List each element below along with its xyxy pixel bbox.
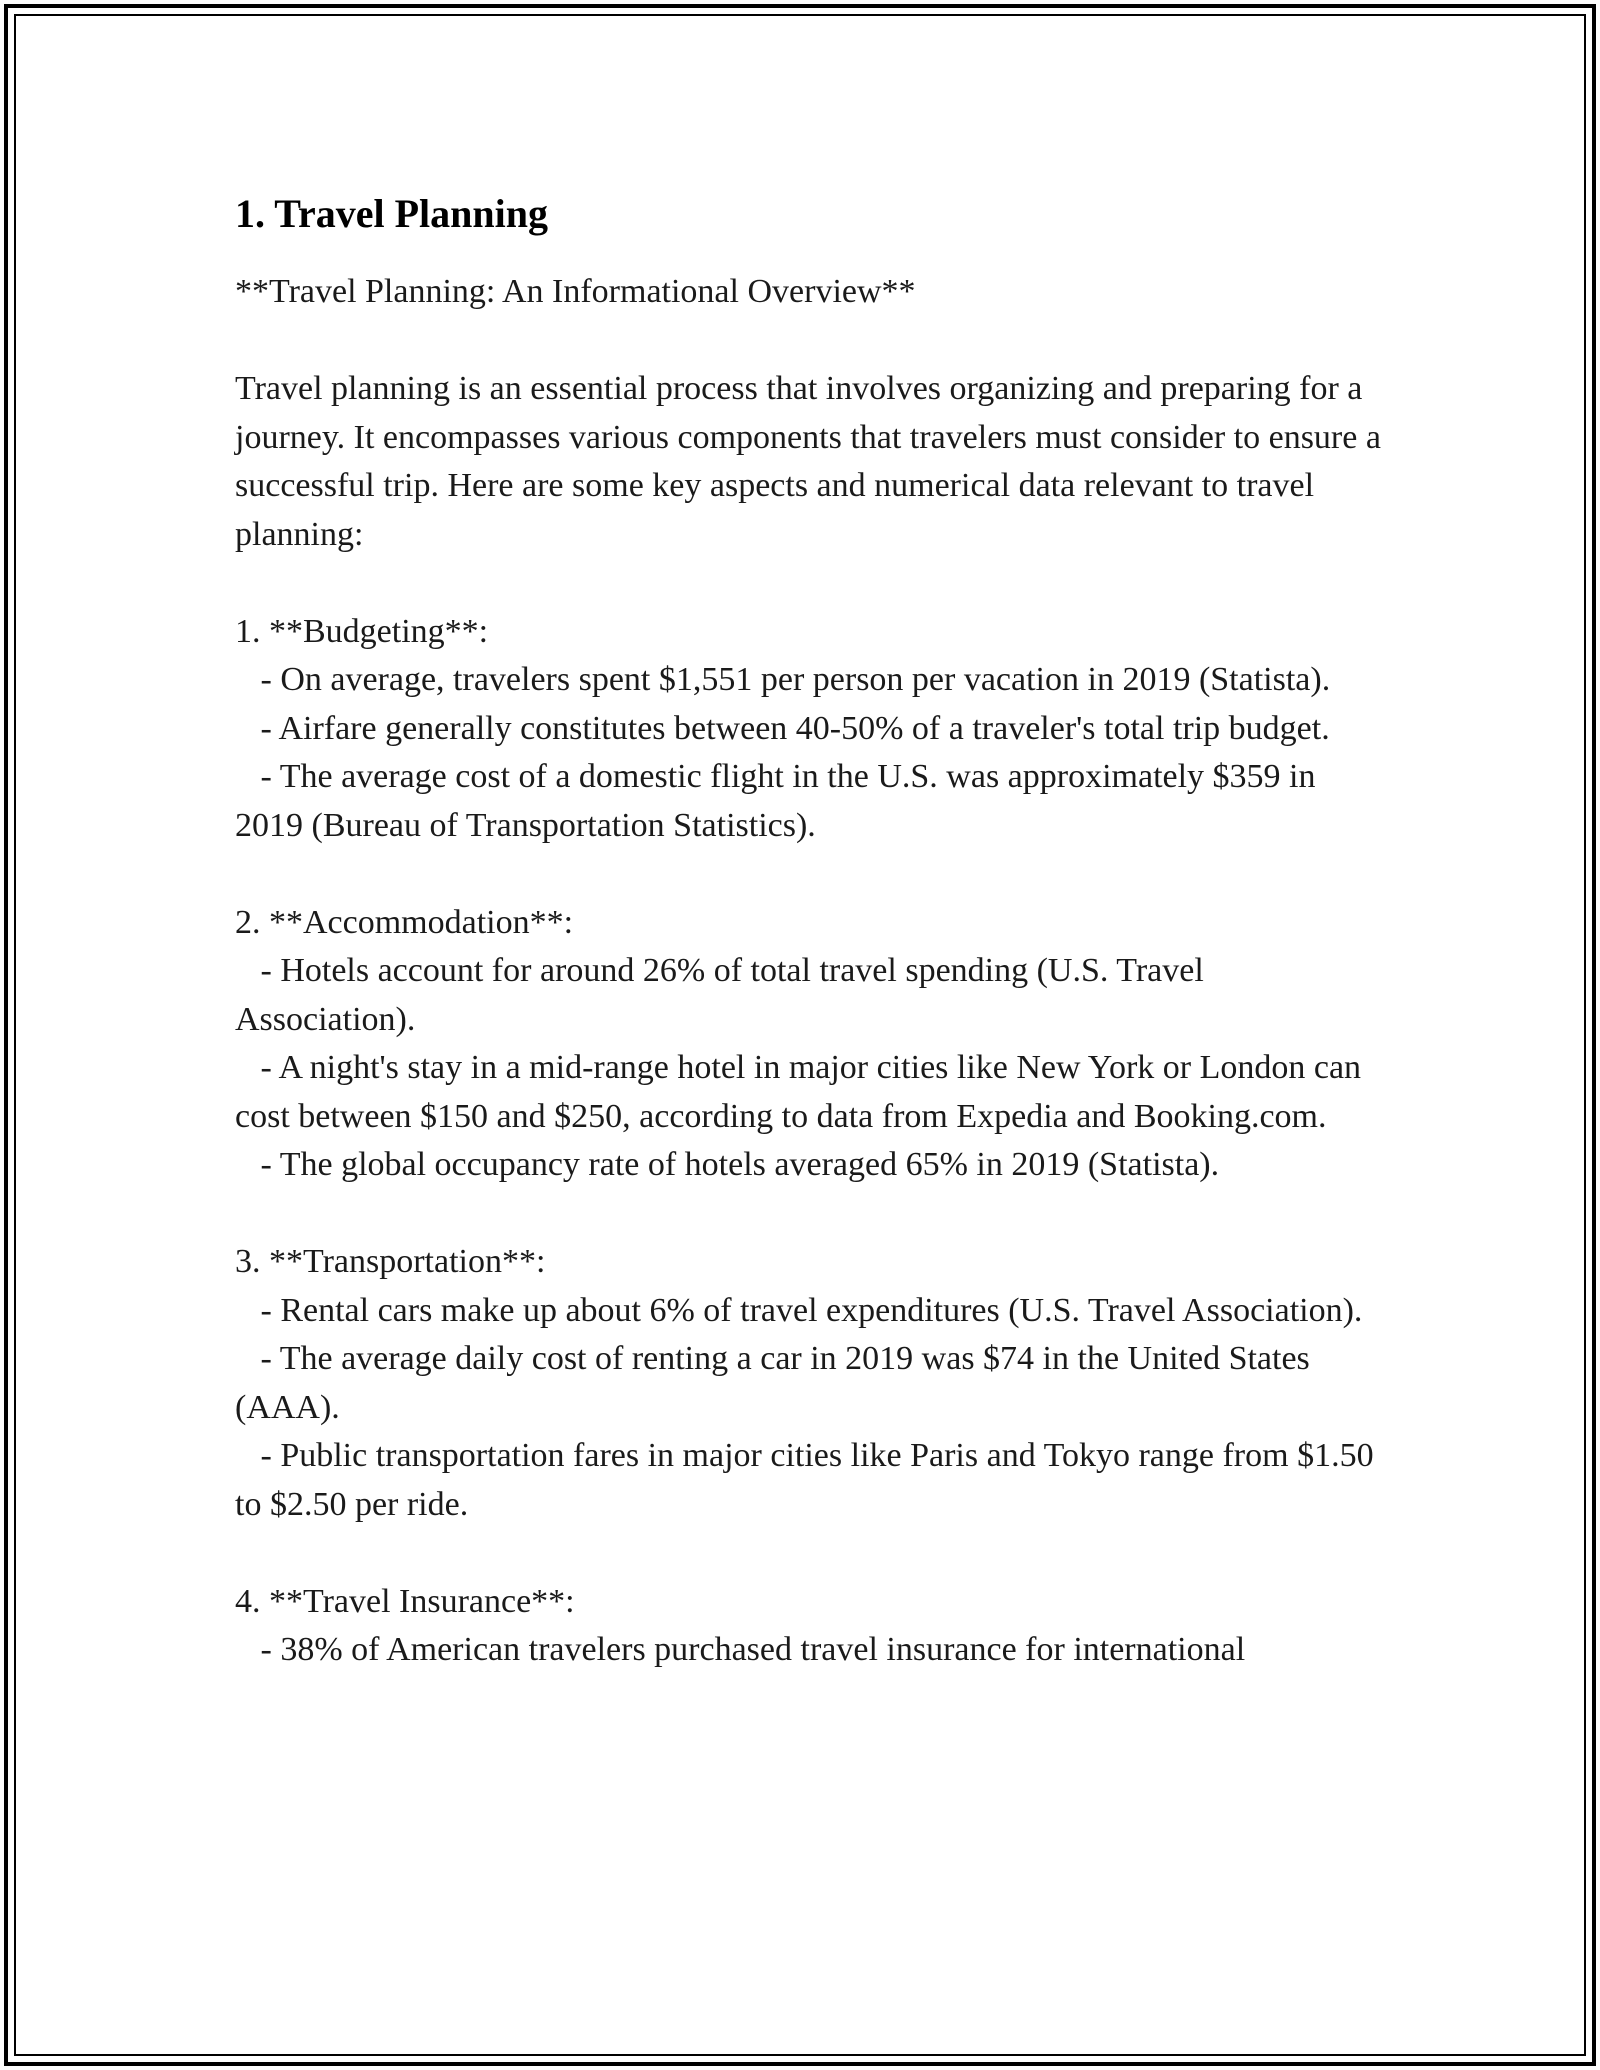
- document-title: 1. Travel Planning: [235, 191, 549, 236]
- document-page: [235, 185, 1385, 1675]
- document-body: **Travel Planning: An Informational Overview** Travel planning is an essential process that involves organizing and preparing for a journey. It encompasses various components that travelers must consider to ensure a successful trip. Here are some key aspects and numerical data relevant to travel planning: 1. **Budgeting**: - On average, travelers spent $1,551 per person per vacation in 2019 (Statista). - Airfare generally constitutes between 40-50% of a traveler's total trip budget. - The average cost of a domestic flight in the U.S. was approximately $359 in 2019 (Bureau of Transportation Statistics). 2. **Accommodation**: - Hotels account for around 26% of total travel spending (U.S. Travel Association). - A night's stay in a mid-range hotel in major cities like New York or London can cost between $150 and $250, according to data from Expedia and Booking.com. - The global occupancy rate of hotels averaged 65% in 2019 (Statista). 3. **Transportation**: - Rental cars make up about 6% of travel expenditures (U.S. Travel Association). - The average daily cost of renting a car in 2019 was $74 in the United States (AAA). - Public transportation fares in major cities like Paris and Tokyo range from $1.50 to $2.50 per ride. 4. **Travel Insurance**: - 38% of American travelers purchased travel insurance for international: [235, 273, 1381, 1668]
